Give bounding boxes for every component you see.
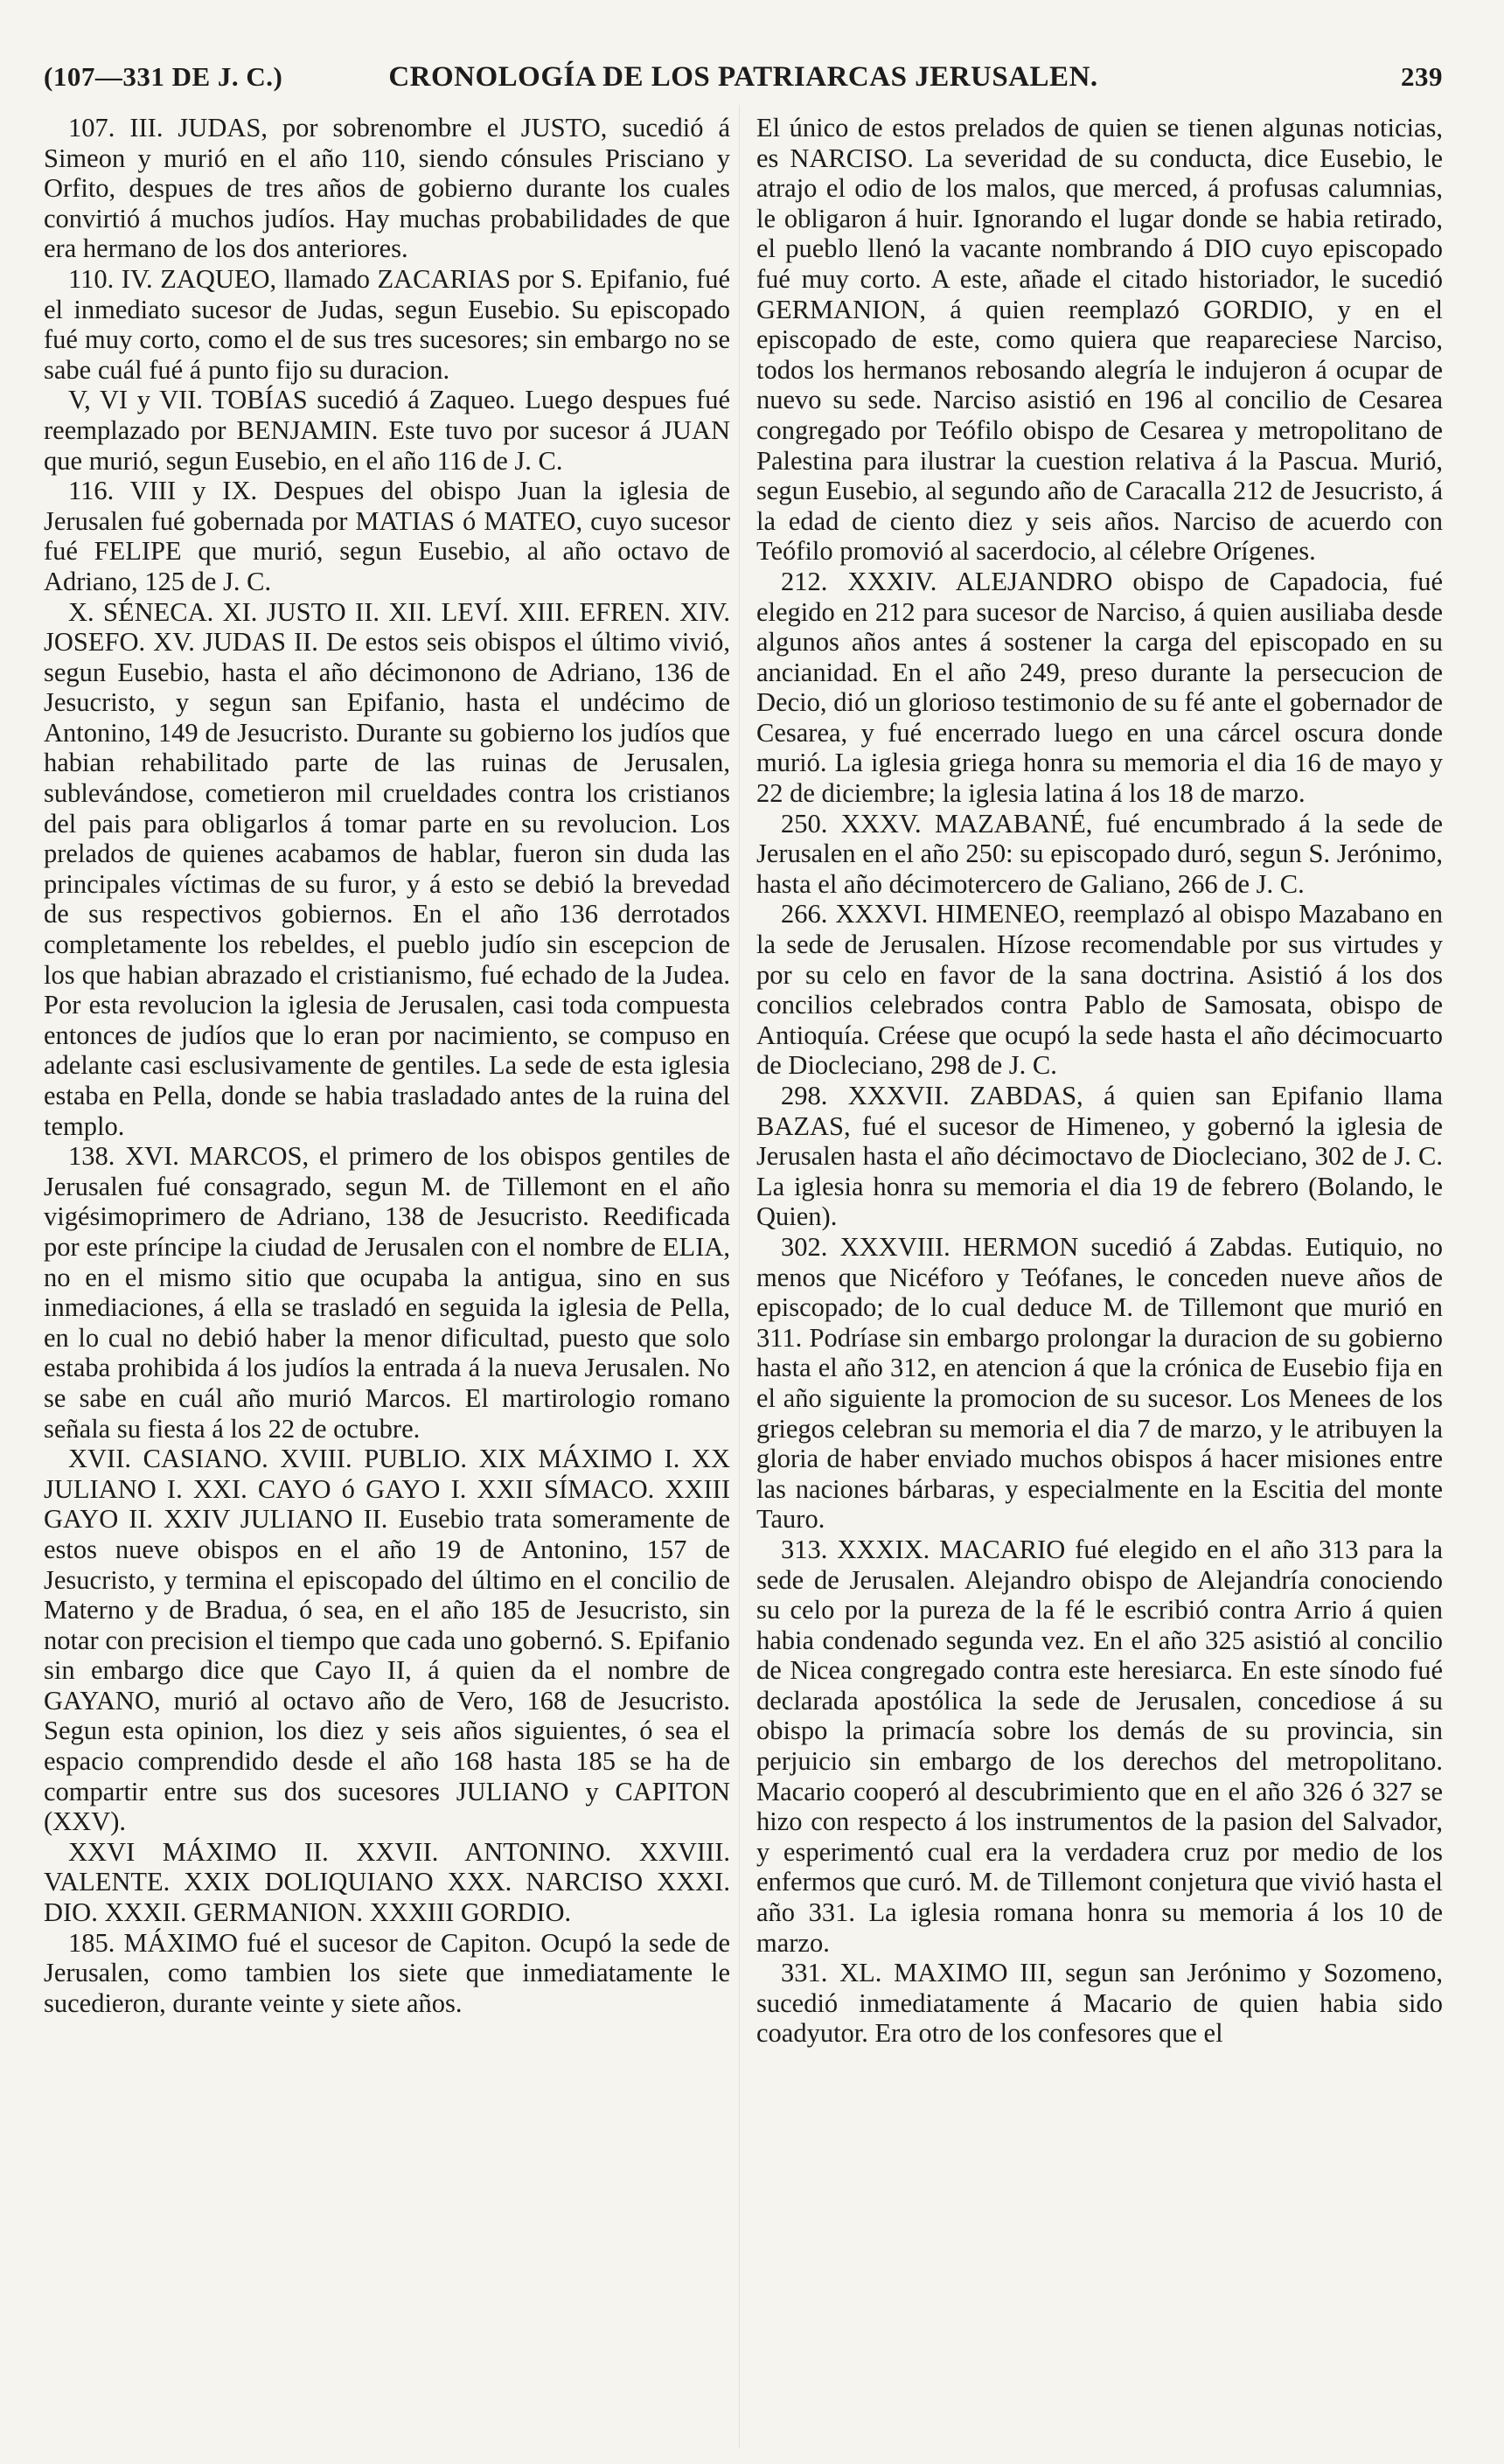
paragraph: 212. XXXIV. ALEJANDRO obispo de Capadocia, fué elegido en 212 para sucesor de Narciso, á quien ausiliaba desde algunos años antes á sostener la carga del episcopado en su ancianidad. En el año 249, preso durante la persecucion de Decio, dió un glorioso testimonio de su fé ante el gobernador de Cesarea, y fué encerrado luego en una cárcel oscura donde murió. La iglesia griega honra su memoria el dia 16 de mayo y 22 de diciembre; la iglesia latina á los 18 de marzo. (756, 566, 1443, 809)
paragraph: 250. XXXV. MAZABANÉ, fué encumbrado á la sede de Jerusalen en el año 250: su episcopado duró, segun S. Jerónimo, hasta el año décimotercero de Galiano, 266 de J. C. (756, 808, 1443, 899)
paragraph: El único de estos prelados de quien se tienen algunas noticias, es NARCISO. La severidad de su conducta, dice Eusebio, le atrajo el odio de los malos, que merced, á profusas calumnias, le obligaron á huir. Ignorando el lugar donde se habia retirado, el pueblo llenó la vacante nombrando á DIO cuyo episcopado fué muy corto. A este, añade el citado historiador, le sucedió GERMANION, á quien reemplazó GORDIO, y en el episcopado de este, como quiera que reapareciese Narciso, todos los hermanos rebosando alegría le indujeron á ocupar de nuevo su sede. Narciso asistió en 196 al concilio de Cesarea congregado por Teófilo obispo de Cesarea y metropolitano de Palestina para ilustrar la cuestion relativa á la Pascua. Murió, segun Eusebio, al segundo año de Caracalla 212 de Jesucristo, á la edad de ciento diez y seis años. Narciso de acuerdo con Teófilo promovió al sacerdocio, al célebre Orígenes. (756, 113, 1443, 567)
paragraph: 138. XVI. MARCOS, el primero de los obispos gentiles de Jerusalen fué consagrado, segun M. de Tillemont en el año vigésimoprimero de Adriano, 138 de Jesucristo. Reedificada por este príncipe la ciudad de Jerusalen con el nombre de ELIA, no en el mismo sitio que ocupaba la antigua, sino en sus inmediaciones, á ella se trasladó en seguida la iglesia de Pella, en lo cual no debió haber la menor dificultad, puesto que solo estaba prohibida á los judíos la entrada á la nueva Jerusalen. No se sabe en cuál año murió Marcos. El martirologio romano señala su fiesta á los 22 de octubre. (44, 1141, 730, 1444)
column-divider (739, 105, 740, 2448)
paragraph: 185. MÁXIMO fué el sucesor de Capiton. Ocupó la sede de Jerusalen, como tambien los siete que inmediatamente le sucedieron, durante veinte y siete años. (44, 1927, 730, 2018)
paragraph: 298. XXXVII. ZABDAS, á quien san Epifanio llama BAZAS, fué el sucesor de Himeneo, y gobernó la iglesia de Jerusalen hasta el año décimoctavo de Diocleciano, 302 de J. C. La iglesia honra su memoria el dia 19 de febrero (Bolando, le Quien). (756, 1081, 1443, 1232)
paragraph: 116. VIII y IX. Despues del obispo Juan la iglesia de Jerusalen fué gobernada por MATIAS ó MATEO, cuyo sucesor fué FELIPE que murió, segun Eusebio, al año octavo de Adriano, 125 de J. C. (44, 476, 730, 596)
paragraph: 313. XXXIX. MACARIO fué elegido en el año 313 para la sede de Jerusalen. Alejandro obispo de Alejandría conociendo su celo por la pureza de la fé le escribió contra Arrio á quien habia condenado segunda vez. En el año 325 asistió al concilio de Nicea congregado contra este heresiarca. En este sínodo fué declarada apostólica la sede de Jerusalen, concediose á su obispo la primacía sobre los demás de su provincia, sin perjuicio sin embargo de los derechos del metropolitano. Macario cooperó al descubrimiento que en el año 326 ó 327 se hizo con respecto á los instrumentos de la pasion del Salvador, y esperimentó cual era la verdadera cruz por medio de los enfermos que curó. M. de Tillemont conjetura que vivió hasta el año 331. La iglesia romana honra su memoria á los 10 de marzo. (756, 1534, 1443, 1958)
text-columns (44, 113, 1443, 2049)
paragraph: V, VI y VII. TOBÍAS sucedió á Zaqueo. Luego despues fué reemplazado por BENJAMIN. Este tuvo por sucesor á JUAN que murió, segun Eusebio, en el año 116 de J. C. (44, 385, 730, 476)
left-column (44, 113, 730, 2049)
paragraph: 266. XXXVI. HIMENEO, reemplazó al obispo Mazabano en la sede de Jerusalen. Hízose recomendable por sus virtudes y por su celo en favor de la sana doctrina. Asistió á los dos concilios celebrados contra Pablo de Samosata, obispo de Antioquía. Créese que ocupó la sede hasta el año décimocuarto de Diocleciano, 298 de J. C. (756, 899, 1443, 1081)
paragraph: 331. XL. MAXIMO III, segun san Jerónimo y Sozomeno, sucedió inmediatamente á Macario de quien habia sido coadyutor. Era otro de los confesores que el (756, 1958, 1443, 2049)
right-column (756, 113, 1443, 2049)
running-header (44, 54, 1443, 106)
paragraph: XVII. CASIANO. XVIII. PUBLIO. XIX MÁXIMO I. XX JULIANO I. XXI. CAYO ó GAYO I. XXII SÍMACO. XXIII GAYO II. XXIV JULIANO II. Eusebio trata someramente de estos nueve obispos en el año 19 de Antonino, 157 de Jesucristo, y termina el episcopado del último en el concilio de Materno y de Bradua, ó sea, en el año 185 de Jesucristo, sin notar con precision el tiempo que cada uno gobernó. S. Epifanio sin embargo dice que Cayo II, á quien da el nombre de GAYANO, murió al octavo año de Vero, 168 de Jesucristo. Segun esta opinion, los diez y seis años siguientes, ó sea el espacio comprendido desde el año 168 hasta 185 se ha de compartir entre sus dos sucesores JULIANO y CAPITON (XXV). (44, 1444, 730, 1837)
paragraph: 110. IV. ZAQUEO, llamado ZACARIAS por S. Epifanio, fué el inmediato sucesor de Judas, segun Eusebio. Su episcopado fué muy corto, como el de sus tres sucesores; sin embargo no se sabe cuál fué á punto fijo su duracion. (44, 263, 730, 385)
page-number: 239 (1401, 61, 1443, 92)
header-title: CRONOLOGÍA DE LOS PATRIARCAS JERUSALEN. (388, 61, 1098, 93)
paragraph: X. SÉNECA. XI. JUSTO II. XII. LEVÍ. XIII. EFREN. XIV. JOSEFO. XV. JUDAS II. De estos seis obispos el último vivió, segun Eusebio, hasta el año décimonono de Adriano, 136 de Jesucristo, y segun san Epifanio, hasta el undécimo de Antonino, 149 de Jesucristo. Durante su gobierno los judíos que habian rehabilitado parte de las ruinas de Jerusalen, sublevándose, cometieron mil crueldades contra los cristianos del pais para obligarlos á tomar parte en su revolucion. Los prelados de quienes acabamos de hablar, fueron sin duda las principales víctimas de su furor, y á esto se debió la brevedad de sus respectivos gobiernos. En el año 136 derrotados completamente los rebeldes, el pueblo judío sin escepcion de los que habian abrazado el cristianismo, fué echado de la Judea. Por esta revolucion la iglesia de Jerusalen, casi toda compuesta entonces de judíos que lo eran por nacimiento, se compuso en adelante casi esclusivamente de gentiles. La sede de esta iglesia estaba en Pella, donde se habia trasladado antes de la ruina del templo. (44, 596, 730, 1141)
header-date-range: (107—331 DE J. C.) (44, 61, 283, 92)
paragraph: 107. III. JUDAS, por sobrenombre el JUSTO, sucedió á Simeon y murió en el año 110, siendo cónsules Prisciano y Orfito, despues de tres años de gobierno durante los cuales convirtió á muchos judíos. Hay muchas probabilidades de que era hermano de los dos anteriores. (44, 113, 730, 264)
paragraph: 302. XXXVIII. HERMON sucedió á Zabdas. Eutiquio, no menos que Nicéforo y Teófanes, le conceden nueve años de episcopado; de lo cual deduce M. de Tillemont que murió en 311. Podríase sin embargo prolongar la duracion de su gobierno hasta el año 312, en atencion á que la crónica de Eusebio fija en el año siguiente la promocion de su sucesor. Los Menees de los griegos celebran su memoria el dia 7 de marzo, y le atribuyen la gloria de haber enviado muchos obispos á hacer misiones entre las naciones bárbaras, y especialmente en la Escitia del monte Tauro. (756, 1231, 1443, 1535)
paragraph: XXVI MÁXIMO II. XXVII. ANTONINO. XXVIII. VALENTE. XXIX DOLIQUIANO XXX. NARCISO XXXI. DIO. XXXII. GERMANION. XXXIII GORDIO. (44, 1836, 730, 1928)
